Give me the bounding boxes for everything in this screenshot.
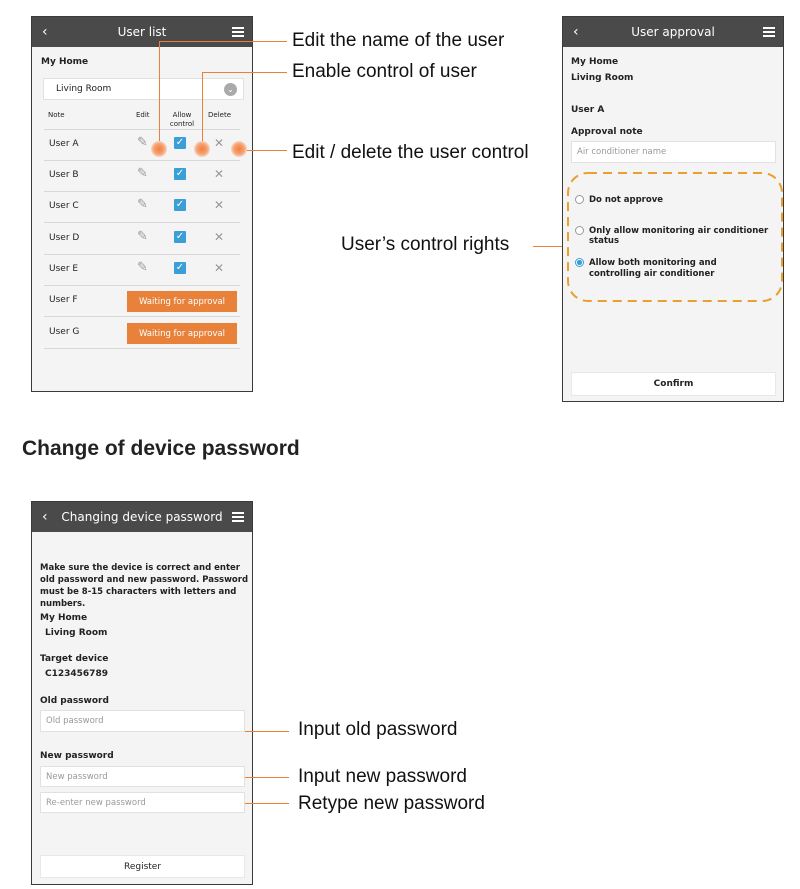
callout-line <box>245 731 289 732</box>
callout-control-rights: User’s control rights <box>341 234 510 255</box>
callout-enable-control: Enable control of user <box>292 61 477 82</box>
table-row <box>44 129 240 161</box>
approval-note-placeholder: Air conditioner name <box>577 147 667 157</box>
callout-line <box>202 72 287 73</box>
user-approval-header <box>563 17 783 47</box>
pencil-icon[interactable]: ✎ <box>137 135 148 150</box>
waiting-approval-button[interactable]: Waiting for approval <box>127 323 237 344</box>
user-label: User A <box>571 105 605 115</box>
callout-line <box>245 777 289 778</box>
user-list-header <box>32 17 252 47</box>
table-row <box>44 160 240 192</box>
back-icon[interactable]: ‹ <box>573 24 579 40</box>
register-button[interactable]: Register <box>40 855 245 878</box>
approval-note-input[interactable] <box>571 141 776 163</box>
room-select[interactable] <box>43 78 244 100</box>
new-password-placeholder: New password <box>46 771 108 782</box>
change-password-screen <box>31 501 253 885</box>
user-name: User C <box>49 201 79 211</box>
screen-title: User list <box>117 25 167 39</box>
callout-line <box>533 246 565 247</box>
home-label: My Home <box>41 57 89 67</box>
col-note: Note <box>48 111 65 119</box>
menu-icon[interactable] <box>232 17 244 47</box>
callout-input-new: Input new password <box>298 766 467 787</box>
callout-input-old: Input old password <box>298 719 458 740</box>
callout-line <box>159 41 160 141</box>
pencil-icon[interactable]: ✎ <box>137 197 148 212</box>
callout-edit-delete: Edit / delete the user control <box>292 142 529 163</box>
change-password-header <box>32 502 252 532</box>
highlight-marker <box>194 141 210 157</box>
target-device-value: C123456789 <box>45 669 108 679</box>
delete-icon[interactable]: ✕ <box>214 167 225 181</box>
col-delete: Delete <box>208 111 231 119</box>
approval-note-label: Approval note <box>571 127 643 137</box>
option-label: Only allow monitoring air conditioner status <box>589 226 769 246</box>
user-name: User F <box>49 295 78 305</box>
reenter-password-placeholder: Re-enter new password <box>46 797 146 808</box>
menu-icon[interactable] <box>763 17 775 47</box>
user-name: User G <box>49 327 80 337</box>
col-allow: Allow control <box>169 111 195 128</box>
allow-control-checkbox[interactable]: ✓ <box>175 137 185 148</box>
highlight-marker <box>151 141 167 157</box>
table-row <box>44 317 240 349</box>
home-label: My Home <box>571 57 619 67</box>
pencil-icon[interactable]: ✎ <box>137 260 148 275</box>
pencil-icon[interactable]: ✎ <box>137 166 148 181</box>
table-row <box>44 223 240 255</box>
allow-control-checkbox[interactable]: ✓ <box>175 199 185 210</box>
room-value: Living Room <box>45 628 108 638</box>
callout-edit-name: Edit the name of the user <box>292 30 505 51</box>
user-name: User D <box>49 233 80 243</box>
instructions-text: Make sure the device is correct and enter old password and new password. Password must be 8-15 characters with letters and numbers. <box>40 563 249 609</box>
callout-line <box>247 150 287 151</box>
delete-icon[interactable]: ✕ <box>214 230 225 244</box>
room-value: Living Room <box>571 73 634 83</box>
table-row <box>44 254 240 286</box>
callout-retype-new: Retype new password <box>298 793 485 814</box>
waiting-approval-button[interactable]: Waiting for approval <box>127 291 237 312</box>
menu-icon[interactable] <box>232 502 244 532</box>
reenter-password-input[interactable] <box>40 792 245 813</box>
delete-icon[interactable]: ✕ <box>214 136 225 150</box>
table-row <box>44 285 240 317</box>
old-password-label: Old password <box>40 696 109 706</box>
chevron-down-icon: ⌄ <box>224 83 237 96</box>
room-select-value: Living Room <box>56 84 112 94</box>
target-device-label: Target device <box>40 654 109 664</box>
section-heading: Change of device password <box>22 437 300 460</box>
option-label: Allow both monitoring and controlling air conditioner <box>589 258 717 279</box>
screen-title: Changing device password <box>61 510 223 524</box>
col-edit: Edit <box>136 111 150 119</box>
options-highlight-frame <box>565 170 785 304</box>
old-password-placeholder: Old password <box>46 716 104 726</box>
back-icon[interactable]: ‹ <box>42 24 48 40</box>
new-password-input[interactable] <box>40 766 245 787</box>
callout-line <box>202 72 203 141</box>
user-name: User B <box>49 170 79 180</box>
delete-icon[interactable]: ✕ <box>214 198 225 212</box>
callout-line <box>159 41 287 42</box>
user-name: User E <box>49 264 79 274</box>
table-row <box>44 191 240 223</box>
user-name: User A <box>49 139 79 149</box>
option-label: Do not approve <box>589 195 664 205</box>
home-label: My Home <box>40 613 88 623</box>
callout-line <box>245 803 289 804</box>
allow-control-checkbox[interactable]: ✓ <box>175 168 185 179</box>
screen-title: User approval <box>631 25 715 39</box>
old-password-input[interactable] <box>40 710 245 732</box>
allow-control-checkbox[interactable]: ✓ <box>175 262 185 273</box>
delete-icon[interactable]: ✕ <box>214 261 225 275</box>
back-icon[interactable]: ‹ <box>42 509 48 525</box>
pencil-icon[interactable]: ✎ <box>137 229 148 244</box>
highlight-marker <box>231 141 247 157</box>
confirm-button[interactable]: Confirm <box>571 372 776 396</box>
allow-control-checkbox[interactable]: ✓ <box>175 231 185 242</box>
new-password-label: New password <box>40 751 114 761</box>
